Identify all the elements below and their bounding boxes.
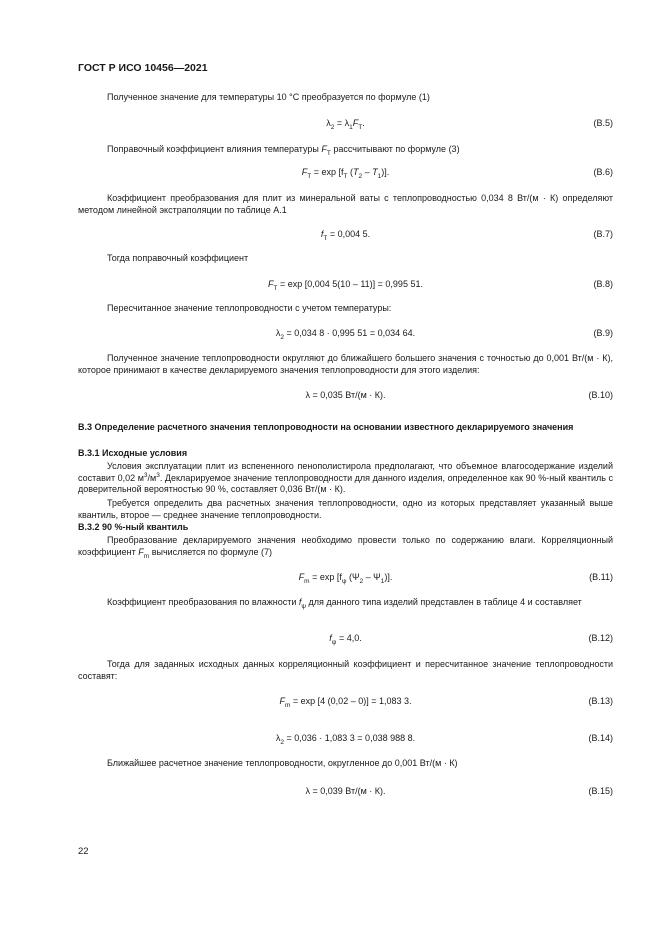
formula-b12: $f_\psi = 4,0$. (В.12) <box>329 633 613 646</box>
formula-b6: $F_T = \exp [f_T$ $(T_2 - T_1)$]. (В.6) <box>301 167 613 180</box>
formula-number: (В.12) <box>588 633 613 643</box>
formula-b15: λ = 0,039 Вт/(м · К). (В.15) <box>305 786 613 796</box>
formula-b8: $F_T = \exp [0,004$ 5(10 – 11)] = 0,995 51. (В.8) <box>268 279 613 292</box>
formula-b9: $\lambda_2 = 0,034$ 8 · 0,995 51 = 0,034 64. (В.9) <box>275 328 613 341</box>
formula-number: (В.13) <box>588 696 613 706</box>
formula-b7: $f_T = 0,004$ 5. (В.7) <box>320 229 613 242</box>
formula-b10: λ = 0,035 Вт/(м · К). (В.10) <box>305 390 613 400</box>
paragraph-temperature: Полученное значение для температуры 10 °С преобразуется по формуле (1) <box>107 92 430 102</box>
formula-b13: $F_m = \exp [4$ (0,02 – 0)] = 1,083 3. (В.13) <box>279 696 613 709</box>
formula-number: (В.10) <box>588 390 613 400</box>
paragraph-coefficient: Коэффициент преобразования для плит из минеральной ваты с теплопроводностью 0,034 8 Вт/(м · К) определяют методом линейной экстраполяции по таблице А.1 <box>78 193 613 215</box>
paragraph-nearest: Ближайшее расчетное значение теплопроводности, округленное до 0,001 Вт/(м · К) <box>107 758 458 768</box>
section-heading-b32: В.3.2 90 %-ный квантиль <box>78 522 189 532</box>
section-heading-b31: В.3.1 Исходные условия <box>78 448 188 458</box>
paragraph-moisture: Коэффициент преобразования по влажности $f_\psi$ для данного типа изделий представлен в таблице 4 и составляет <box>107 597 582 610</box>
formula-number: (В.14) <box>588 733 613 743</box>
section-heading-b3: В.3 Определение расчетного значения теплопроводности на основании известного декларируемого значения <box>78 422 574 432</box>
paragraph-then: Тогда поправочный коэффициент <box>107 253 249 263</box>
formula-b5: $\lambda_2 = \lambda_1F_T$. (В.5) <box>326 118 613 131</box>
formula-number: (В.8) <box>593 279 613 289</box>
formula-number: (В.7) <box>593 229 613 239</box>
formula-number: (В.6) <box>593 167 613 177</box>
paragraph-given-data: Тогда для заданных исходных данных корреляционный коэффициент и пересчитанное значение теплопроводности составят: <box>78 659 613 681</box>
paragraph-conditions: Условия эксплуатации плит из вспененного пенополистирола предполагают, что объемное влагосодержание изделий составит 0,02 $м^3/м^3$. Декларируемое значение теплопроводности для данного изделия, определенное как 90 %-ный квантиль с доверительной вероятностью 90 %, составляет 0,036 Вт/(м · К). <box>78 461 613 494</box>
paragraph-rounding: Полученное значение теплопроводности округляют до ближайшего большего значения с точностью до 0,001 Вт/(м · К), которое принимают в качестве декларируемого значения теплопроводности для этого изделия: <box>78 353 613 375</box>
paragraph-correction: Поправочный коэффициент влияния температуры $F_T$ рассчитывают по формуле (3) <box>107 144 460 157</box>
formula-b11: $F_m = \exp [f_\psi$ $(\Psi_2 - \Psi_1)$]. (В.11) <box>298 572 613 585</box>
paragraph-recalculated: Пересчитанное значение теплопроводности с учетом температуры: <box>107 303 392 313</box>
formula-number: (В.15) <box>588 786 613 796</box>
formula-number: (В.11) <box>589 572 613 582</box>
paragraph-required: Требуется определить два расчетных значения теплопроводности, одно из которых представляет указанный выше квантиль, второе — среднее значение теплопроводности. <box>78 498 613 520</box>
formula-number: (В.9) <box>593 328 613 338</box>
document-header: ГОСТ Р ИСО 10456—2021 <box>78 62 208 74</box>
paragraph-conversion: Преобразование декларируемого значения необходимо провести только по содержанию влаги. Корреляционный коэффициент $F_m$ вычисляется по формуле (7) <box>78 535 613 560</box>
formula-number: (В.5) <box>593 118 613 128</box>
formula-b14: $\lambda_2 = 0,036 \cdot 1,083$ 3 = 0,038 988 8. (В.14) <box>275 733 613 746</box>
page-number: 22 <box>78 846 89 857</box>
